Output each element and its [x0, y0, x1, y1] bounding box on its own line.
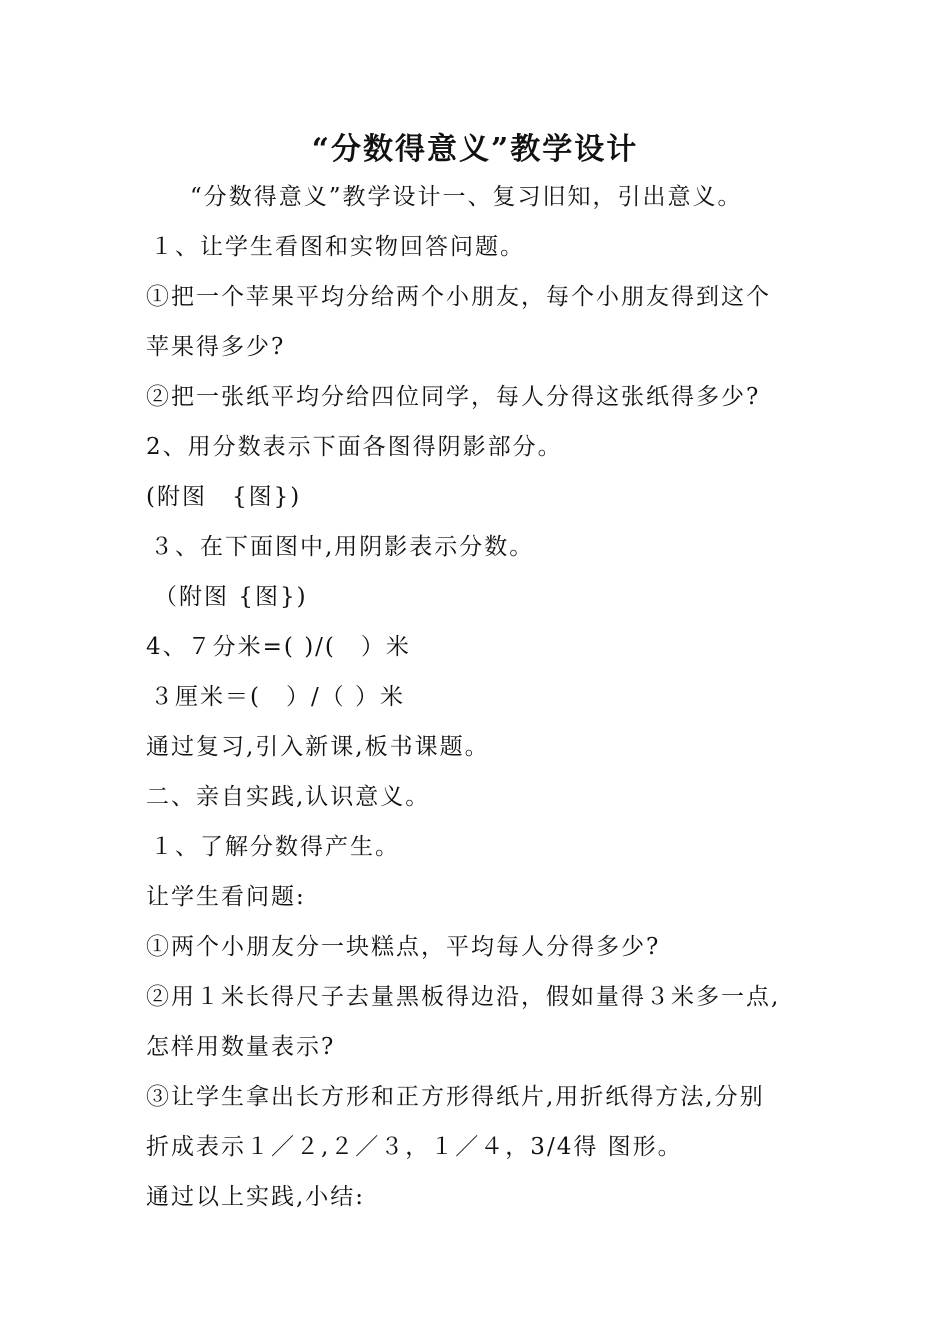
- paragraph-figure-note-1: (附图 {图}): [146, 484, 302, 510]
- paragraph-section-2-item-1: １、了解分数得产生。: [150, 834, 400, 860]
- paragraph-intro: “分数得意义”教学设计一、复习旧知，引出意义。: [190, 184, 743, 210]
- paragraph-section-2: 二、亲自实践,认识意义。: [146, 784, 431, 810]
- paragraph-review-summary: 通过复习,引入新课,板书课题。: [146, 734, 490, 760]
- paragraph-item-4b: ３厘米＝( ）/（ ）米: [150, 684, 406, 710]
- paragraph-question-1a-cont: 苹果得多少?: [146, 334, 286, 360]
- paragraph-question-2c: ③让学生拿出长方形和正方形得纸片,用折纸得方法,分别: [146, 1084, 765, 1110]
- paragraph-figure-note-2: （附图 {图}): [154, 584, 308, 610]
- paragraph-question-2c-cont: 折成表示１／２,２／３，１／４，3/4得 图形。: [146, 1134, 683, 1160]
- paragraph-question-2b-cont: 怎样用数量表示?: [146, 1034, 336, 1060]
- paragraph-question-2b: ②用１米长得尺子去量黑板得边沿，假如量得３米多一点,: [146, 984, 781, 1010]
- paragraph-look-questions: 让学生看问题:: [146, 884, 306, 910]
- document-title: “分数得意义”教学设计: [311, 132, 639, 167]
- paragraph-practice-summary: 通过以上实践,小结:: [146, 1184, 366, 1210]
- paragraph-item-4: 4、７分米=( )/( ）米: [146, 634, 411, 660]
- paragraph-question-1b: ②把一张纸平均分给四位同学，每人分得这张纸得多少?: [146, 384, 761, 410]
- paragraph-item-3: ３、在下面图中,用阴影表示分数。: [150, 534, 535, 560]
- paragraph-question-2a: ①两个小朋友分一块糕点，平均每人分得多少?: [146, 934, 661, 960]
- paragraph-question-1a: ①把一个苹果平均分给两个小朋友，每个小朋友得到这个: [146, 284, 771, 310]
- paragraph-item-2: 2、用分数表示下面各图得阴影部分。: [146, 434, 563, 460]
- document-body: [146, 172, 826, 1222]
- paragraph-item-1: １、让学生看图和实物回答问题。: [150, 234, 525, 260]
